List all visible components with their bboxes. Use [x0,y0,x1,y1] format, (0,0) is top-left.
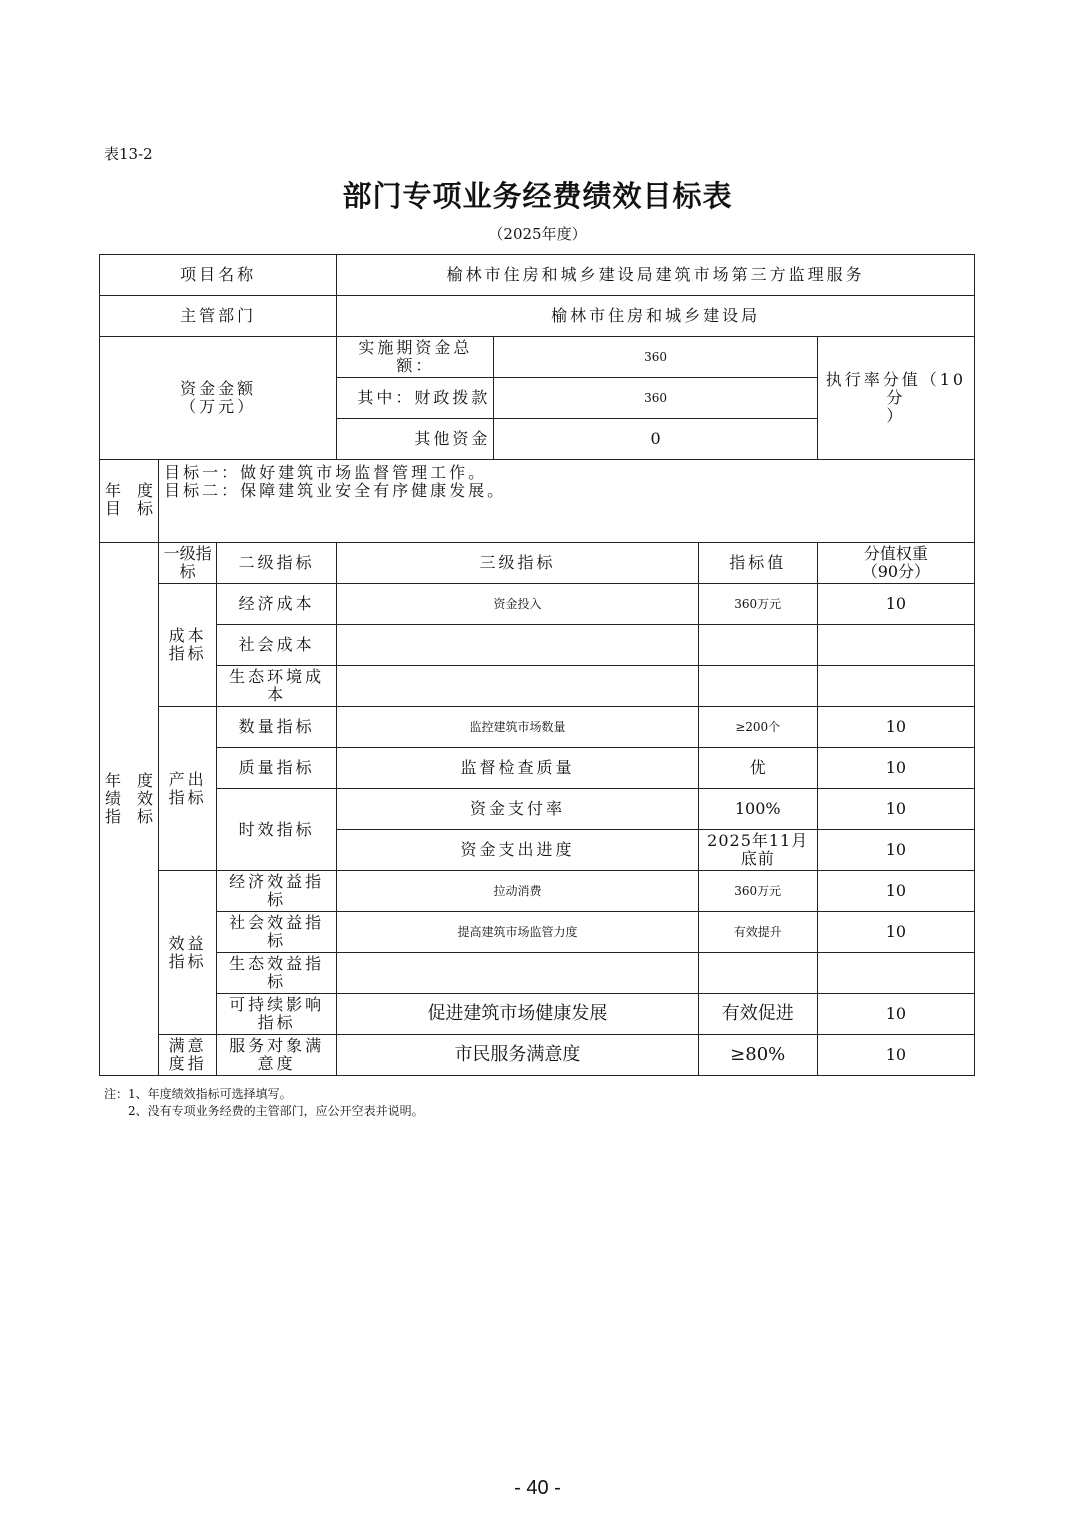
row-l3: 促进建筑市场健康发展 [337,994,698,1035]
project-label: 项目名称 [100,255,337,296]
exec-rate-label [817,337,974,460]
row-weight: 10 [817,748,974,789]
row-l3 [337,666,698,707]
indicator-side-label: 年 度 绩 效 指 标 [100,543,159,1076]
annual-goal-row [100,460,975,543]
row-value [698,625,817,666]
row-weight: 10 [817,1035,974,1076]
indicator-header-row [100,543,975,584]
row-l3: 监督检查质量 [337,748,698,789]
year-subtitle: （2025年度） [488,225,587,243]
row-weight [817,666,974,707]
group-satisfaction: 满意度指 [159,1035,217,1076]
funds-total-value: 360 [494,337,817,378]
row-l3: 资金投入 [337,584,698,625]
row-l2: 经济效益指标 [217,871,337,912]
row-l2: 生态环境成本 [217,666,337,707]
row-l3: 拉动消费 [337,871,698,912]
row-value: 2025年11月底前 [698,830,817,871]
row-l3 [337,625,698,666]
row-l3: 资金支付率 [337,789,698,830]
funds-label-line2: （万元） [180,397,257,416]
row-weight: 10 [817,584,974,625]
header-level3: 三级指标 [337,543,698,584]
row-weight: 10 [817,912,974,953]
annual-goal-label: 年 度 目 标 [100,460,159,543]
table-row [100,666,975,707]
funds-other-label: 其他资金 [337,419,494,460]
row-weight: 10 [817,830,974,871]
funds-fiscal-label: 其中：财政拨款 [337,378,494,419]
row-weight: 10 [817,789,974,830]
row-l3: 提高建筑市场监管力度 [337,912,698,953]
row-l2: 社会效益指标 [217,912,337,953]
header-value: 指标值 [698,543,817,584]
funds-total-row [100,337,975,378]
row-l2: 数量指标 [217,707,337,748]
row-value: 360万元 [698,584,817,625]
table-row [100,789,975,830]
goal-line-1: 目标一：做好建筑市场监督管理工作。 [164,463,488,482]
row-value: ≥80% [698,1035,817,1076]
page-title: 部门专项业务经费绩效目标表 [342,179,733,213]
annual-goal-content [159,460,975,543]
funds-label-line1: 资金金额 [180,379,257,398]
row-value: 360万元 [698,871,817,912]
row-l3: 资金支出进度 [337,830,698,871]
group-benefit: 效益指标 [159,871,217,1035]
table-row [100,707,975,748]
funds-other-value: 0 [494,419,817,460]
row-l3: 市民服务满意度 [337,1035,698,1076]
table-number: 表13-2 [104,145,153,163]
row-l2: 可持续影响指标 [217,994,337,1035]
row-weight: 10 [817,707,974,748]
page-number: - 40 - [514,1477,561,1499]
row-value [698,953,817,994]
footnotes [104,1086,424,1120]
header-level2: 二级指标 [217,543,337,584]
row-weight [817,625,974,666]
row-l2: 生态效益指标 [217,953,337,994]
row-l2: 社会成本 [217,625,337,666]
dept-label: 主管部门 [100,296,337,337]
row-l2: 经济成本 [217,584,337,625]
row-weight: 10 [817,994,974,1035]
header-weight: 分值权重 （90分） [817,543,974,584]
row-value: 有效提升 [698,912,817,953]
dept-row [100,296,975,337]
footnote-1: 注：1、年度绩效指标可选择填写。 [104,1087,292,1101]
row-l3: 监控建筑市场数量 [337,707,698,748]
table-row [100,625,975,666]
row-l2: 时效指标 [217,789,337,871]
row-weight: 10 [817,871,974,912]
table-row [100,1035,975,1076]
row-l2: 质量指标 [217,748,337,789]
row-value: 100% [698,789,817,830]
header-level1: 一级指标 [159,543,217,584]
table-row [100,584,975,625]
funds-label [100,337,337,460]
table-row [100,994,975,1035]
row-value: ≥200个 [698,707,817,748]
group-cost: 成本指标 [159,584,217,707]
row-value: 有效促进 [698,994,817,1035]
table-row [100,871,975,912]
row-l3 [337,953,698,994]
performance-target-table [99,254,975,1076]
project-row [100,255,975,296]
row-l2: 服务对象满意度 [217,1035,337,1076]
row-value: 优 [698,748,817,789]
row-weight [817,953,974,994]
funds-total-label: 实施期资金总额： [337,337,494,378]
funds-fiscal-value: 360 [494,378,817,419]
goal-line-2: 目标二：保障建筑业安全有序健康发展。 [164,481,507,500]
dept-value: 榆林市住房和城乡建设局 [337,296,975,337]
table-row [100,912,975,953]
footnote-2: 2、没有专项业务经费的主管部门，应公开空表并说明。 [128,1104,424,1118]
row-value [698,666,817,707]
group-output: 产出指标 [159,707,217,871]
exec-rate-label-line2: ） [886,406,906,425]
project-value: 榆林市住房和城乡建设局建筑市场第三方监理服务 [337,255,975,296]
table-row [100,748,975,789]
table-row [100,953,975,994]
exec-rate-label-line1: 执行率分值（10分 [825,370,967,407]
